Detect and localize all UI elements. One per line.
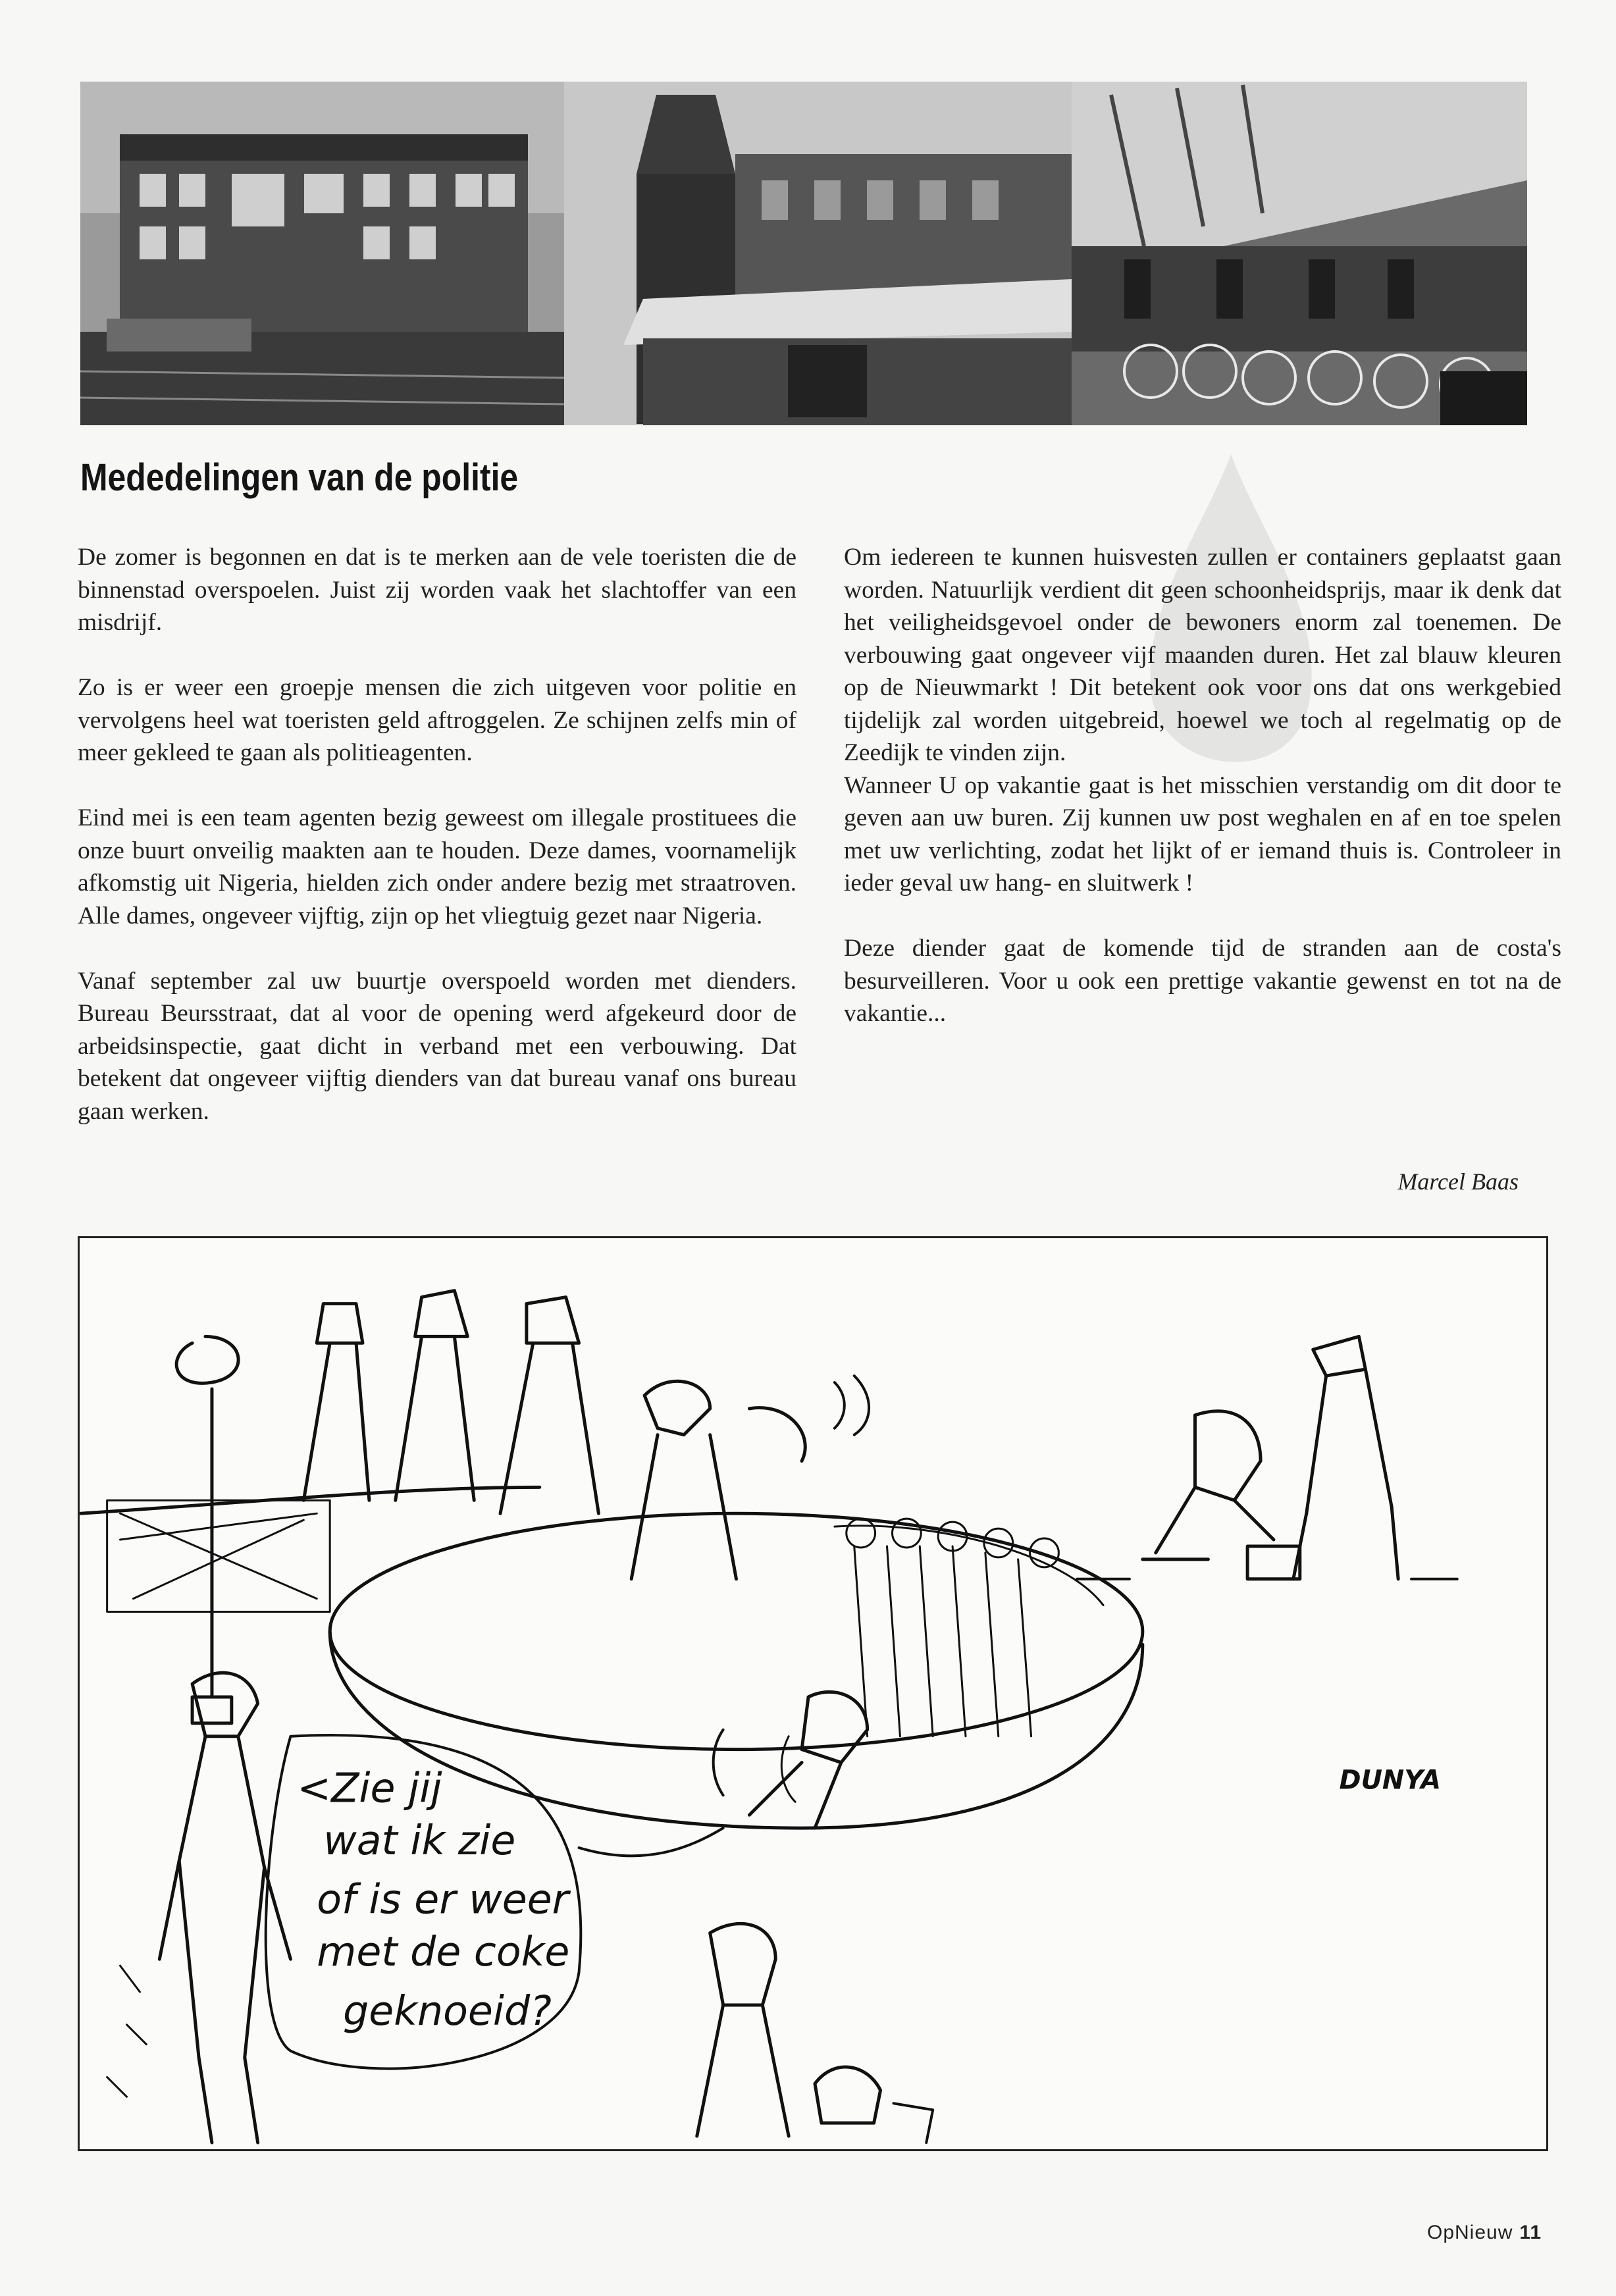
speech-line-5: geknoeid?: [343, 1987, 552, 2035]
police-station-bikes-photo: [1072, 82, 1527, 425]
speech-line-2: wat ik zie: [323, 1816, 516, 1864]
header-photo-strip: [80, 82, 1527, 425]
paragraph: Vanaf september zal uw buurtje overspoeld worden met dienders. Bureau Beursstraat, dat al voor de opening werd afgekeurd door de arbeidsinspectie, gaat dicht in verband met een verbouwing. Dat betekent dat ongeveer vijftig dienders van dat bureau vanaf ons bureau gaan werken.: [78, 967, 796, 1125]
paragraph: Zo is er weer een groepje mensen die zich uitgeven voor politie en vervolgens heel wat toeristen geld aftroggelen. Ze schijnen zelfs min of meer gekleed te gaan als politieagenten.: [78, 674, 796, 766]
paragraph: De zomer is begonnen en dat is te merken aan de vele toeristen die de binnenstad overspoelen. Juist zij worden vaak het slachtoffer van een misdrijf.: [78, 544, 796, 636]
magazine-name: OpNieuw: [1427, 2222, 1513, 2243]
article-left-column: [78, 541, 796, 1161]
paragraph: Eind mei is een team agenten bezig geweest om illegale prostituees die onze buurt onveilig maakten aan te houden. Deze dames, voornamelijk afkomstig uit Nigeria, hielden zich onder andere bezig met straatroven. Alle dames, ongeveer vijftig, zijn op het vliegtuig gezet naar Nigeria.: [78, 804, 796, 929]
author-signature: Marcel Baas: [1397, 1168, 1519, 1195]
speech-line-3: of is er weer: [317, 1875, 569, 1923]
page-footer: [1427, 2222, 1542, 2244]
article-right-column: [844, 541, 1561, 1062]
paragraph: Om iedereen te kunnen huisvesten zullen er containers geplaatst gaan worden. Natuurlijk verdient dit geen schoonheidsprijs, maar ik denk dat het veiligheidsgevoel onder de bewoners enorm zal toenemen. De verbouwing gaat ongeveer vijf maanden duren. Het zal blauw kleuren op de Nieuwmarkt ! Dit betekent ook voor ons dat ons werkgebied tijdelijk zal worden uitgebreid, hoewel we toch al regelmatig op de Zeedijk te vinden zijn.: [844, 544, 1561, 766]
paragraph: Deze diender gaat de komende tijd de stranden aan de costa's besurveilleren. Voor u ook een prettige vakantie gewenst en tot na de vakantie...: [844, 935, 1561, 1027]
paragraph: Wanneer U op vakantie gaat is het misschien verstandig om dit door te geven aan uw buren. Zij kunnen uw post weghalen en af en toe spelen met uw verlichting, zodat het lijkt of er iemand thuis is. Controleer in ieder geval uw hang- en sluitwerk !: [844, 771, 1561, 897]
article-title: Mededelingen van de politie: [80, 456, 519, 499]
cartoon-illustration: [78, 1236, 1548, 2151]
speech-line-1: <Zie jij: [297, 1764, 442, 1812]
waag-building-photo: [564, 82, 1072, 425]
artist-signature: DUNYA: [1339, 1765, 1442, 1796]
city-hall-opera-photo: [80, 82, 564, 425]
speech-line-4: met de coke: [317, 1928, 570, 1976]
page-number: 11: [1519, 2222, 1542, 2243]
